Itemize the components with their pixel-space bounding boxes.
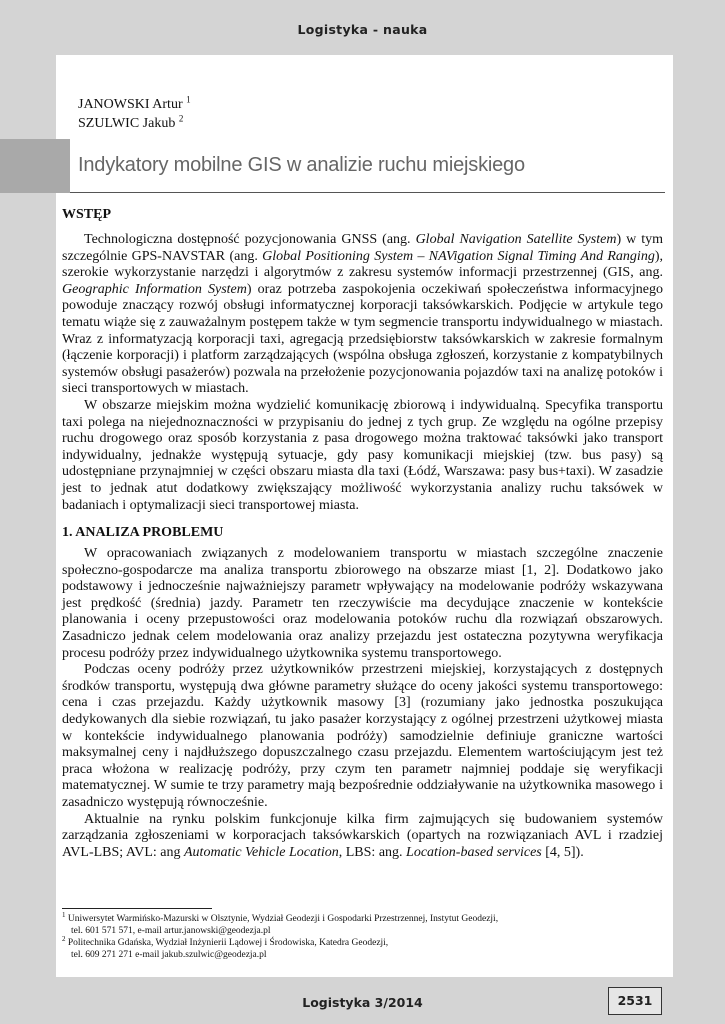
author-list (78, 95, 191, 133)
section-heading-1: 1. ANALIZA PROBLEMU (62, 525, 224, 541)
paragraph: Podczas oceny podróży przez użytkowników przestrzeni miejskiej, korzystających z dostępnych środków transportu, występują dwa główne parametry służące do oceny jakości systemu transportowego: cena i czas przejazdu. Każdy użytkownik masowy [3] (rozumiany jako jednostka poszukująca dedykowanych dla siebie rozwiązań, tu jako pasażer korzystający z ogólnej przestrzeni użytkowej miasta w kontekście indywidualnego planowania podróży) samodzielnie definiuje graniczne wartości maksymalnej ceny i najdłuższego dopuszczalnego czasu przejazdu. Elementem wartościującym jest też praca włożona w realizację podróży, przy czym ten parametr najmniej poddaje się weryfikacji matematycznej. W sumie te trzy parametry mają bezpośrednie oddziaływanie na użytkownika masowego i zasadniczo występują równocześnie. (62, 662, 663, 810)
author-1: JANOWSKI Artur $^1$ (78, 94, 191, 112)
paragraph: W obszarze miejskim można wydzielić komunikację zbiorową i indywidualną. Specyfika transportu taxi polega na niejednoznaczności w przypisaniu do jednej z tych grup. Ze względu na ogólne przepisy ruchu drogowego oraz sposób korzystania z pasa drogowego można traktować taksówki jako transport indywidualny, jednakże występują sytuacje, gdy pasy komunikacji miejskiej (tzw. bus pasy) są udostępniane przynajmniej w części obszaru miasta dla taxi (Łódź, Warszawa: pasy bus+taxi). W zasadzie jest to jednak atut dodatkowy zwiększający możliwość wykorzystania analizy ruchu taksówek w badaniach i optymalizacji sieci transportowej miasta. (62, 397, 663, 513)
footnote-2-contact: tel. 609 271 271 e-mail jakub.szulwic@geodezja.pl (71, 950, 267, 960)
paragraph: W opracowaniach związanych z modelowaniem transportu w miastach szczególne znaczenie społeczno-gospodarcze ma analiza transportu zbiorowego na obszarze miast [1, 2]. Dodatkowo jako podstawowy i jednocześnie najważniejszy parametr wpływający na modelowanie podróży wskazywana jest prędkość (średnia) jazdy. Parametr ten rzeczywiście ma decydujące znaczenie w kontekście planowania i oceny przepustowości oraz modelowania potoków ruchu dla rozwiązań obszarowych. Zasadniczo jednak celem modelowania oraz analizy przejazdu jest ostateczna pozytywna weryfikacja procesu podróży przez indywidualnego użytkownika systemu transportowego. (62, 546, 663, 661)
title-divider (70, 192, 665, 193)
page-number: 2531 (608, 987, 662, 1015)
running-header: Logistyka - nauka (297, 22, 428, 37)
article-body (62, 206, 663, 861)
paragraph: Technologiczna dostępność pozycjonowania GNSS (ang. Global Navigation Satellite System) w tym szczególnie GPS-NAVSTAR (ang. Global Positioning System – NAVigation Signal Timing And Ranging), szerokie wykorzystanie narzędzi i algorytmów z zakresu systemów informacji przestrzennej (GIS, ang. Geographic Information System) oraz potrzeba zaspokojenia oczekiwań społeczeństwa informacyjnego powoduje znaczący rozwój obsługi informatycznej korporacji taksówkarskich. Podjęcie w artykule tego tematu wiąże się z zauważalnym postępem także w tym segmencie transportu indywidualnego w miastach. Wraz z informatyzacją korporacji taxi, agregacją przedsiębiorstw taksówkarskich w zakresie formalnym (łączenie korporacji) i platform zarządzających (wspólna obsługa zgłoszeń, korzystanie z kompatybilnych systemów obsługi pasażerów) pozwala na przełożenie pozycjonowania pojazdów taxi na analizę potoków i sieci transportowych w miastach. (62, 232, 663, 397)
footnotes (62, 910, 662, 961)
footnote-2: $^2$ Politechnika Gdańska, Wydział Inżynierii Lądowej i Środowiska, Katedra Geodezji, (62, 934, 389, 948)
author-1-affiliation-mark: 1 (186, 94, 191, 105)
paragraph: Aktualnie na rynku polskim funkcjonuje kilka firm zajmujących się budowaniem systemów zarządzania zgłoszeniami w korporacjach taksówkarskich (opartych na rozwiązaniach AVL i rzadziej AVL-LBS; AVL: ang Automatic Vehicle Location, LBS: ang. Location-based services [4, 5]). (62, 811, 663, 860)
footnote-1-contact: tel. 601 571 571, e-mail artur.janowski@geodezja.pl (71, 926, 271, 936)
title-accent-bar (0, 139, 70, 193)
section-heading-intro: WSTĘP (62, 207, 112, 222)
footnote-1: $^1$ Uniwersytet Warmińsko-Mazurski w Olsztynie, Wydział Geodezji i Gospodarki Przestrzennej, Instytut Geodezji, (62, 910, 499, 924)
article-title: Indykatory mobilne GIS w analizie ruchu miejskiego (78, 154, 525, 176)
author-2-affiliation-mark: 2 (178, 113, 184, 124)
author-2: SZULWIC Jakub $^2$ (78, 113, 184, 131)
footnote-separator (62, 908, 212, 909)
running-footer: Logistyka 3/2014 (302, 995, 423, 1010)
